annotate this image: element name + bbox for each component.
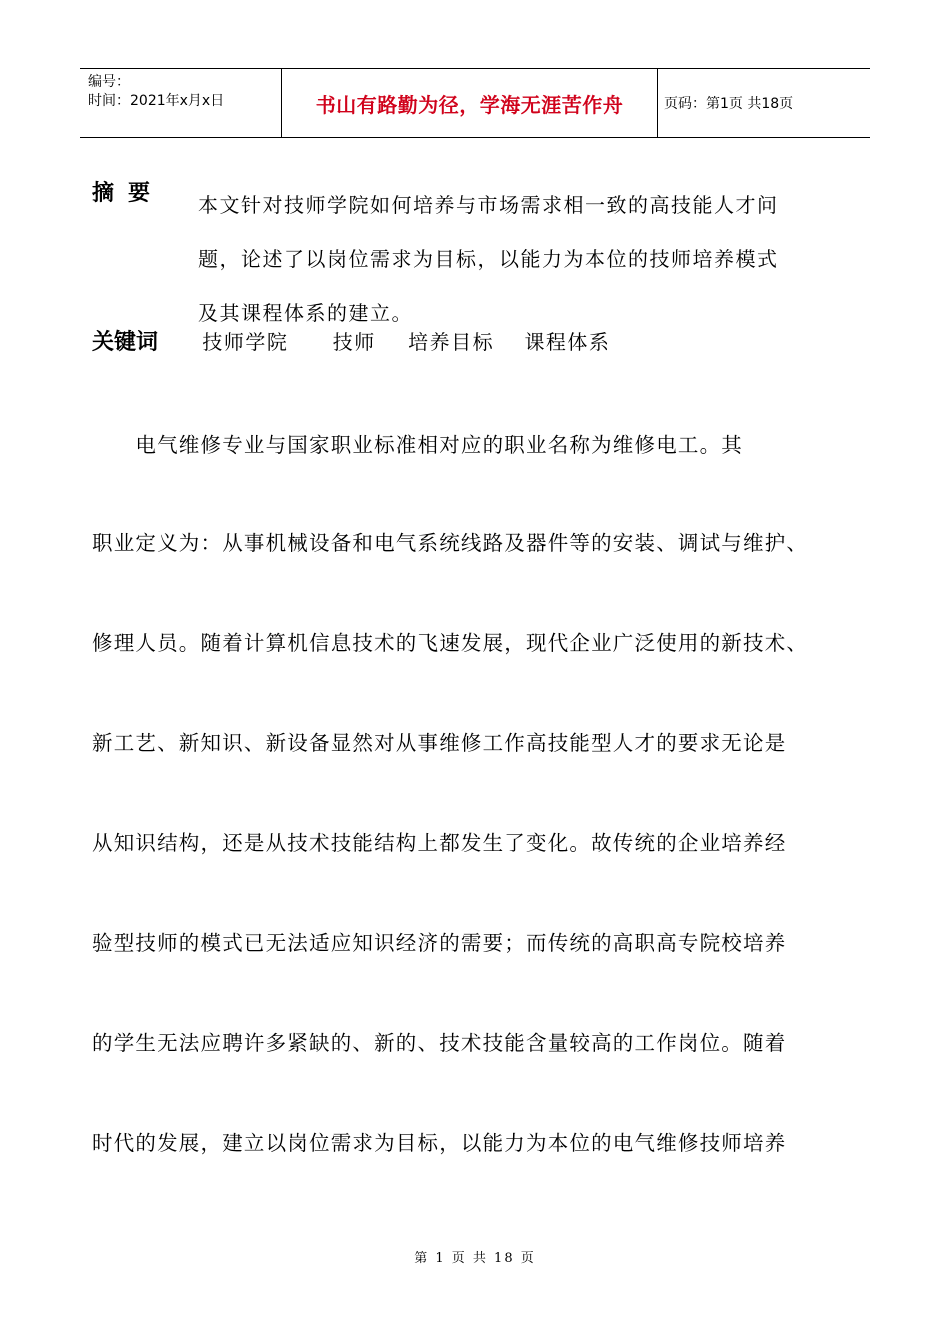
keyword-item: 技师 bbox=[332, 330, 376, 354]
body-line: 的学生无法应聘许多紧缺的、新的、技术技能含量较高的工作岗位。随着 bbox=[92, 1031, 787, 1055]
body-line: 从知识结构，还是从技术技能结构上都发生了变化。故传统的企业培养经 bbox=[92, 831, 787, 855]
body-line: 职业定义为：从事机械设备和电气系统线路及器件等的安装、调试与维护、 bbox=[92, 531, 809, 555]
body-line: 电气维修专业与国家职业标准相对应的职业名称为维修电工。其 bbox=[92, 433, 743, 457]
keywords-section bbox=[92, 325, 640, 356]
keyword-item: 课程体系 bbox=[524, 330, 611, 354]
page-footer: 第 1 页 共 18 页 bbox=[414, 1251, 536, 1266]
number-label: 编号： bbox=[88, 74, 130, 90]
keyword-item: 培养目标 bbox=[408, 330, 495, 354]
header-motto bbox=[282, 69, 658, 137]
abstract-line: 及其课程体系的建立。 bbox=[198, 301, 413, 325]
body-line: 时代的发展，建立以岗位需求为目标，以能力为本位的电气维修技师培养 bbox=[92, 1131, 787, 1155]
keyword-item: 技师学院 bbox=[202, 330, 289, 354]
abstract-text bbox=[198, 178, 862, 340]
page-header bbox=[80, 68, 870, 138]
abstract-line: 题，论述了以岗位需求为目标，以能力为本位的技师培养模式 bbox=[198, 247, 779, 271]
abstract-label: 摘要 bbox=[92, 181, 165, 206]
motto-text: 书山有路勤为径，学海无涯苦作舟 bbox=[315, 92, 624, 117]
body-line: 验型技师的模式已无法适应知识经济的需要；而传统的高职高专院校培养 bbox=[92, 931, 787, 955]
body-line: 新工艺、新知识、新设备显然对从事维修工作高技能型人才的要求无论是 bbox=[92, 731, 787, 755]
page-info-text: 页码：第1页 共18页 bbox=[664, 96, 794, 112]
abstract-line: 本文针对技师学院如何培养与市场需求相一致的高技能人才问 bbox=[198, 193, 779, 217]
header-page-info bbox=[658, 69, 870, 137]
body-line: 修理人员。随着计算机信息技术的飞速发展，现代企业广泛使用的新技术、 bbox=[92, 631, 809, 655]
time-label: 时间：2021年x月x日 bbox=[88, 93, 225, 109]
keywords-label: 关键词 bbox=[92, 330, 159, 355]
header-meta bbox=[80, 69, 282, 137]
